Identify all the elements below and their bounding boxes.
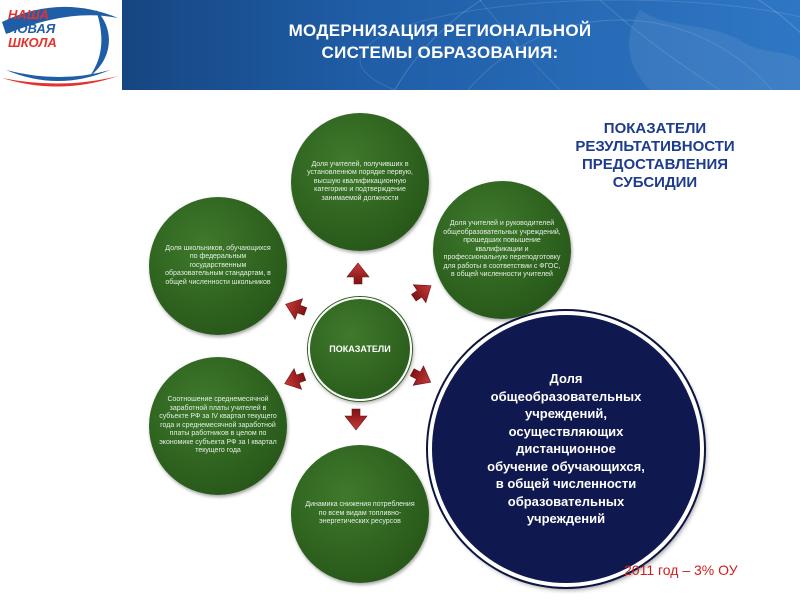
footnote: 2011 год – 3% ОУ — [624, 562, 738, 578]
logo-line-2: НОВАЯ — [8, 21, 56, 36]
arrow-up-icon — [347, 263, 369, 284]
highlight-line-6: обучение обучающихся, — [487, 458, 645, 474]
highlight-node — [428, 311, 704, 587]
highlight-text — [487, 370, 645, 528]
heading-line-3: ПРЕДОСТАВЛЕНИЯ — [581, 156, 729, 173]
center-label: ПОКАЗАТЕЛИ — [329, 344, 391, 354]
node-top — [291, 113, 429, 251]
heading-line-4: СУБСИДИИ — [612, 174, 698, 191]
node-bottom-left — [149, 357, 287, 495]
node-top-right-text: Доля учителей и руководителей общеобразовательных учреждений, прошедших повышение квалификации и профессиональную переподготовку для работы в соответствии с ФГОС, в общей численности учителей — [443, 219, 561, 279]
node-bottom-text: Динамика снижения потребления по всем видам топливно-энергетических ресурсов — [305, 501, 415, 526]
center-node — [308, 297, 412, 401]
highlight-line-2: общеобразовательных — [490, 388, 642, 404]
node-left-text: Доля школьников, обучающихся по федеральным государственным образовательным стандартам, в общей численности школьников — [165, 244, 271, 286]
arrow-down-icon — [345, 409, 367, 430]
highlight-line-5: дистанционное — [516, 441, 616, 457]
highlight-line-1: Доля — [549, 371, 583, 387]
node-bottom-left-text: Соотношение среднемесячной заработной платы учителей в субъекте РФ за IV квартал текущего года и среднемесячной заработной платы работников в целом по экономике субъекта РФ за I квартал текущего года — [159, 395, 277, 455]
highlight-line-8: образовательных — [507, 493, 625, 509]
node-left — [149, 197, 287, 335]
heading-line-1: ПОКАЗАТЕЛИ — [603, 120, 707, 137]
logo-line-1: НАША — [8, 7, 49, 22]
highlight-line-7: в общей численности — [495, 476, 637, 492]
title-line-2: СИСТЕМЫ ОБРАЗОВАНИЯ: — [321, 43, 559, 62]
heading-line-2: РЕЗУЛЬТАТИВНОСТИ — [575, 138, 735, 155]
arrow-lower-right-icon — [407, 363, 436, 392]
title-line-1: МОДЕРНИЗАЦИЯ РЕГИОНАЛЬНОЙ — [288, 21, 592, 40]
node-top-right — [433, 181, 571, 319]
node-bottom — [291, 445, 429, 583]
arrow-upper-right-icon — [407, 277, 437, 307]
arrow-upper-left-icon — [282, 294, 309, 322]
arrow-lower-left-icon — [281, 366, 308, 394]
highlight-line-3: учреждений, — [525, 406, 607, 422]
node-top-text: Доля учителей, получивших в установленном порядке первую, высшую квалификационную категорию и подтверждение занимаемой должности — [307, 160, 413, 202]
highlight-line-9: учреждений — [526, 511, 606, 527]
logo-line-3: ШКОЛА — [8, 35, 57, 50]
highlight-line-4: осуществляющих — [508, 423, 624, 439]
